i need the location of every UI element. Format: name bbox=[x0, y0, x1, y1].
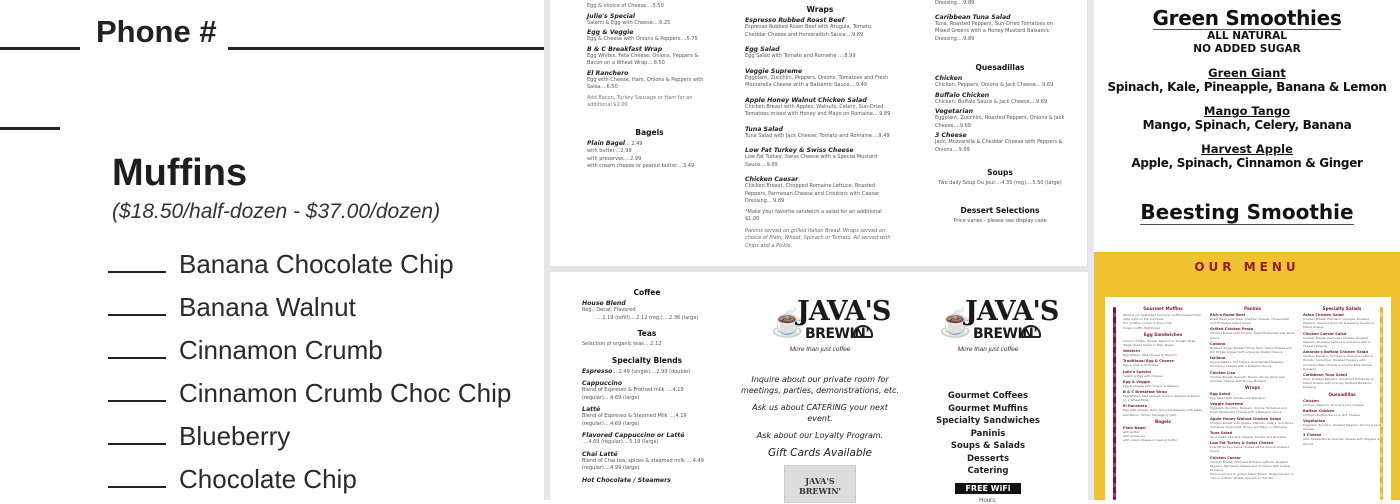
beesting-smoothie-title: Beesting Smoothie bbox=[1140, 200, 1354, 224]
menu-item-name: Chicken Caesar Salad bbox=[1303, 331, 1347, 336]
menu-item-desc: Chicken Breast with Apples, Walnuts, Celery, Sun-Dried Tomatoes mixed with Honey and Mayo on Romaine bbox=[1210, 420, 1294, 429]
menu-item-name: Vegetarian bbox=[1303, 419, 1326, 424]
menu-item-desc: Egg with Cheese, Ham, Onions & Peppers with Salsa....6.50 bbox=[587, 76, 704, 90]
our-menu-title: OUR MENU bbox=[1194, 260, 1300, 274]
menu-item-name: Cappuccino bbox=[582, 380, 623, 387]
section-header: Paninis bbox=[1243, 306, 1262, 311]
soups-desc: Two daily Soup Du Jour....4.35 (reg)....5.50 (large) bbox=[938, 180, 1062, 186]
menu-item-desc: Salami & Egg with Cheese bbox=[1123, 373, 1163, 378]
logo-tagline: More than just coffee bbox=[957, 346, 1019, 353]
menu-item-desc: Blend of Espresso & Steamed Milk ....4.19 (regular)....4.69 (large) bbox=[582, 413, 687, 427]
menu-item-desc: Reg., Decaf, Flavored bbox=[582, 307, 636, 313]
section-header-coffee: Coffee bbox=[633, 288, 661, 297]
quantity-blank bbox=[108, 314, 166, 316]
muffin-icon bbox=[1021, 325, 1041, 338]
menu-item-desc: Chicken, Peppers, Onions & Jack Cheese bbox=[1303, 402, 1364, 407]
menu-item-name: Chicken bbox=[1303, 398, 1319, 403]
menu-item-prices: ....1.19 (refill)....2.12 (reg.)....2.36 (large) bbox=[596, 314, 699, 321]
service-item: Catering bbox=[967, 466, 1009, 476]
menu-item-name: Western bbox=[1123, 349, 1140, 354]
menu-item-desc: Eggplant, Zucchini, Roasted Peppers, Onions & Jack Cheese....9.69 bbox=[935, 115, 1065, 129]
menu-item-desc: Egg & choice of Cheese....5.50 bbox=[587, 3, 664, 9]
menu-item-name: El Ranchero bbox=[1123, 404, 1148, 409]
menu-column-breakfast bbox=[587, 0, 712, 171]
muffin-item bbox=[108, 365, 511, 408]
menu-item-desc: Egg & choice of Cheese bbox=[1123, 363, 1159, 368]
teas-desc: Selection of organic teas....2.12 bbox=[582, 341, 662, 347]
hours-label: Hours: bbox=[979, 497, 997, 504]
section-header-soups: Soups bbox=[987, 168, 1013, 177]
menu-item-desc: Egg Whites, Feta Cheese & Spinach bbox=[1123, 353, 1177, 358]
javas-brewin-logo bbox=[933, 288, 1059, 360]
our-menu-column bbox=[1123, 304, 1203, 442]
smoothies-title: Green Smoothies bbox=[1152, 6, 1342, 30]
name-blank-line bbox=[0, 47, 80, 50]
promo-loyalty: Ask about our Loyalty Program. bbox=[756, 431, 884, 440]
smoothie-ingredients: Mango, Spinach, Celery, Banana bbox=[1142, 118, 1352, 132]
menu-item-desc: ....2.49 (single)....2.99 (double) bbox=[612, 368, 691, 375]
phone-blank-line bbox=[228, 47, 546, 50]
smoothie-ingredients: Spinach, Kale, Pineapple, Banana & Lemon bbox=[1107, 80, 1387, 94]
menu-item-name: Caribbean Tuna Salad bbox=[935, 13, 1011, 21]
menu-item-desc: Eggplant, Zucchini, Peppers, Onions, Tomatoes and Fresh Mozzarella Cheese with a Balsamic Sauce....9.49 bbox=[745, 74, 889, 88]
section-header: Bagels bbox=[1155, 418, 1171, 424]
muffin-label: Blueberry bbox=[179, 421, 291, 451]
gift-cards-heading: Gift Cards Available bbox=[768, 447, 872, 459]
menu-item-desc: with cream cheese or peanut butter bbox=[1123, 438, 1178, 443]
coffee-cup-icon: ☕ bbox=[939, 307, 974, 338]
menu-item-desc: Low Fat Turkey, Swiss Cheese with a Special Mustard Sauce....9.89 bbox=[745, 154, 878, 168]
section-header: Egg Sandwiches bbox=[1143, 331, 1183, 337]
menu-item-desc: Chicken Breast, Mandarin Oranges, Roasted Peppers, Slivered Almonds & Sesame Seeds on Mixed Greens bbox=[1303, 317, 1374, 330]
coffee-cup-icon: ☕ bbox=[771, 307, 806, 338]
logo-text: BREWIN' bbox=[805, 326, 870, 342]
promo-column bbox=[740, 288, 900, 503]
menu-item-desc: Paninis served on grilled Italian Bread. Wraps served on choice of Plain, Wheat, Spinach or Tomato. bbox=[1210, 472, 1294, 481]
menu-item-desc: Blend of Espresso & Frothed milk ....4.19 (regular)....4.69 (large) bbox=[582, 387, 684, 401]
menu-item-name: Low Fat Turkey & Swiss Cheese bbox=[1210, 441, 1274, 446]
menu-item-desc: with butter bbox=[1123, 429, 1140, 434]
menu-item-desc: Eggplant, Zucchini, Roasted Peppers, Onions & Jack Cheese bbox=[1303, 423, 1381, 432]
menu-item-name: Chai Latté bbox=[582, 450, 618, 458]
logo-text: BREWIN' bbox=[973, 326, 1038, 342]
our-menu-flyer bbox=[1094, 252, 1400, 500]
muffin-item bbox=[108, 279, 511, 322]
menu-item-desc: Chicken Breast with Apples, Walnuts, Celery, Sun-Dried Tomatoes mixed with Honey and Mayo on Romaine....9.89 bbox=[745, 103, 891, 117]
section-header: Quesadillas bbox=[1328, 391, 1356, 397]
javas-brewin-logo bbox=[765, 288, 891, 360]
menu-item-desc: Blend of Chai tea, spices & steamed milk ....4.49 (regular)....4.99 (large) bbox=[582, 457, 704, 471]
muffin-item bbox=[108, 408, 511, 451]
menu-item-desc: Egg & Cheese with Onions & Peppers....5.75 bbox=[587, 36, 698, 42]
menu-item-desc: Egg with Cheese, Ham, Onions & Peppers with Salsa bbox=[1123, 408, 1202, 413]
smoothies-subtitle: ALL NATURAL bbox=[1207, 30, 1287, 42]
menu-item-name: Julie's Special bbox=[587, 12, 636, 20]
menu-item-desc: Tuna, Roasted Peppers, Sun-Dried Tomatoes on Mixed Greens with a Honey Mustard Balsamic Dressing bbox=[1303, 377, 1374, 390]
menu-item-name: Chicken bbox=[935, 75, 963, 82]
menu-item-name: Egg & Veggie bbox=[587, 29, 634, 36]
muffin-item bbox=[108, 451, 511, 494]
muffin-order-form bbox=[0, 0, 546, 500]
menu-item-desc: Our muffins contain 0 Trans Fats bbox=[1123, 321, 1172, 326]
menu-item-desc: ....4.69 (regular)....5.19 (large) bbox=[582, 439, 659, 445]
logo-text: JAVA'S bbox=[797, 296, 891, 327]
phone-label: Phone # bbox=[96, 14, 217, 49]
menu-column-coffee bbox=[582, 272, 712, 484]
green-smoothies-sign bbox=[1094, 0, 1400, 252]
menu-item-desc: Roasted Turkey Breast, Honey Ham, Swiss Cheese and Dill Pickles topped with a Special Mustard Sauce bbox=[1210, 345, 1292, 355]
smoothies-subtitle: NO ADDED SUGAR bbox=[1193, 43, 1301, 55]
logo-text: JAVA'S bbox=[965, 296, 1059, 327]
quantity-blank bbox=[108, 486, 166, 488]
menu-item-name: Plain Bagel bbox=[1123, 425, 1146, 430]
menu-item-name: Veggie Supreme bbox=[1210, 402, 1244, 407]
add-on-note: Add Bacon, Turkey Sausage or Ham for an additional $2.00 bbox=[587, 94, 693, 108]
menu-column-wraps bbox=[745, 0, 895, 250]
muffin-label: Cinnamon Crumb Choc Chip bbox=[179, 378, 512, 408]
menu-item-desc: Genoa Salami, Hot Capers, Roasted Red Peppers, Provolone Cheese with a Balsamic Sauce bbox=[1210, 360, 1285, 369]
service-item: Gourmet Coffees bbox=[947, 391, 1029, 401]
section-header-desserts: Dessert Selections bbox=[960, 205, 1040, 215]
menu-item-name: Latté bbox=[582, 406, 601, 413]
menu-item-desc: What is our specialty? Gourmet muffins baked fresh daily right on the premises bbox=[1123, 313, 1201, 322]
menu-item-desc: Jack, Mozzarella & Cheddar Cheese with Peppers & Onions bbox=[1303, 437, 1380, 446]
menu-item-desc: Tuna Salad with Jack Cheese, Tomato and Romaine bbox=[1210, 435, 1287, 440]
menu-item-desc: with butter....2.99 bbox=[587, 148, 632, 154]
menu-item-desc: Egg & Cheese with Onions & Peppers bbox=[1123, 383, 1179, 388]
menu-item-name: Hot Chocolate / Steamers bbox=[582, 476, 671, 484]
menu-item-desc: Salami & Egg with Cheese....6.25 bbox=[587, 19, 671, 26]
menu-item-name: Apple Honey Walnut Chicken Salad bbox=[745, 96, 867, 104]
menu-item-desc: Choice of Plain, Wheat, Spinach or Tomato Wrap, Italian Panini bread or Plain Bagel bbox=[1123, 338, 1197, 348]
menu-item-name: Rich's Roast Beef bbox=[1210, 313, 1246, 317]
section-header: Gourmet Muffins bbox=[1143, 306, 1183, 311]
menu-item-name: Veggie Supreme bbox=[745, 67, 803, 75]
muffin-label: Cinnamon Crumb bbox=[179, 335, 383, 365]
blank-line bbox=[0, 127, 60, 130]
muffin-item bbox=[108, 236, 511, 279]
menu-item-name: El Ranchero bbox=[587, 69, 629, 77]
menu-item-desc: Chicken, Buffalo Sauce & Jack Cheese....9.69 bbox=[935, 98, 1048, 105]
menu-item-name: Egg Salad bbox=[1210, 392, 1231, 397]
menu-item-desc: Tuna, Roasted Peppers, Sun-Dried Tomatoes on Mixed Greens with a Honey Mustard Balsamic Dressing....9.89 bbox=[935, 20, 1053, 42]
footer-note: Paninis served on grilled Italian Bread. Wraps served on choice of Plain, Wheat, Spinach or Tomato. All served with Chips and a Pickle. bbox=[745, 227, 891, 249]
menu-item-name: Chicken Caesar bbox=[745, 176, 799, 183]
menu-item-desc: Egg Whites, Feta Cheese, Onions, Peppers & Bacon on a Wheat Wrap....6.50 bbox=[587, 52, 699, 66]
menu-item-desc: Add Bacon, Turkey Sausage or Ham bbox=[1123, 412, 1177, 417]
our-menu-column bbox=[1210, 304, 1295, 481]
menu-item-name: Egg Salad bbox=[745, 46, 780, 53]
menu-item-name: House Blend bbox=[582, 300, 626, 307]
menu-item-desc: Roast Beef, Cole Slaw, Cheddar Cheese, Horseradish and Thousand Island Sauce bbox=[1210, 317, 1290, 326]
menu-item-name: Asian Chicken Salad bbox=[1303, 313, 1344, 317]
menu-item-name: Chicken Caesar bbox=[1210, 455, 1241, 460]
menu-item-name: Buffalo Chicken bbox=[1303, 408, 1335, 413]
menu-item-desc: Single muffin Half-Dozen bbox=[1123, 325, 1161, 330]
menu-item-name: 3 Cheese bbox=[935, 132, 967, 139]
menu-item-name: Flavored Cappuccino or Latté bbox=[582, 432, 685, 439]
menu-item-desc: Eggplant, Zucchini, Peppers, Onions, Tomatoes and Fresh Mozzarella Cheese with a Balsamic Sauce bbox=[1210, 406, 1288, 415]
menu-item-desc: Chicken Breast, Parmesan Cheese, Roasted Peppers, Romaine Lettuce & Croutons with a Caesar Dressing bbox=[1303, 335, 1371, 349]
menu-item-name: Amanda's Buffalo Chicken Salad bbox=[1303, 350, 1368, 355]
menu-item-desc: Tuna Salad with Jack Cheese, Tomato and Romaine....9.49 bbox=[745, 132, 890, 139]
our-menu-column bbox=[1303, 304, 1381, 446]
muffin-icon bbox=[853, 325, 873, 338]
menu-item-desc: Chicken, Peppers, Onions & Jack Cheese....9.69 bbox=[935, 82, 1054, 88]
menu-item-name: Low Fat Turkey & Swiss Cheese bbox=[745, 147, 854, 154]
section-header: Specialty Salads bbox=[1322, 306, 1362, 311]
menu-item-desc: Chicken, Buffalo Sauce & Jack Cheese bbox=[1303, 412, 1360, 417]
service-item: Desserts bbox=[966, 453, 1010, 464]
free-wifi-badge: FREE WiFi bbox=[955, 483, 1020, 494]
menu-item-name: Egg & Veggie bbox=[1123, 379, 1151, 384]
menu-item-desc: Low Fat Turkey, Swiss Cheese with a Special Mustard Sauce bbox=[1210, 445, 1290, 454]
service-item: Gourmet Muffins bbox=[948, 403, 1028, 414]
section-header-wraps: Wraps bbox=[806, 5, 834, 14]
logo-tagline: More than just coffee bbox=[789, 346, 851, 353]
dessert-desc: Price varies - please see display case bbox=[953, 217, 1047, 224]
muffins-pricing: ($18.50/half-dozen - $37.00/dozen) bbox=[112, 200, 441, 223]
section-header-teas: Teas bbox=[637, 329, 657, 338]
services-column bbox=[923, 288, 1059, 504]
section-header-bagels: Bagels bbox=[635, 127, 664, 137]
gift-card-image: JAVA'S BREWIN' bbox=[784, 465, 856, 503]
wavy-border-left bbox=[1113, 307, 1116, 500]
menu-item-name: Vegetarian bbox=[935, 108, 974, 115]
quantity-blank bbox=[108, 400, 166, 402]
smoothie-ingredients: Apple, Spinach, Cinnamon & Ginger bbox=[1131, 156, 1363, 170]
menu-item-name: B & C Breakfast Wrap bbox=[587, 45, 663, 53]
quantity-blank bbox=[108, 271, 166, 273]
menu-item-name: Cubano bbox=[1210, 341, 1226, 346]
menu-page-food bbox=[550, 0, 1088, 266]
menu-item-name: Espresso Rubbed Roast Beef bbox=[745, 17, 845, 24]
quantity-blank bbox=[108, 357, 166, 359]
menu-item-desc: Dressing....9.89 bbox=[935, 0, 975, 6]
menu-item-desc: Jack, Mozzarella & Cheddar Cheese with Peppers & Onions....9.69 bbox=[935, 139, 1063, 153]
menu-item-name: Caribbean Tuna Salad bbox=[1303, 373, 1347, 378]
menu-item-name: Chicken Lisa bbox=[1210, 370, 1236, 375]
menu-item-name: Traditional Egg & Cheese bbox=[1123, 359, 1174, 364]
menu-item-desc: Egg Salad with Tomato and Romaine ....8.99 bbox=[745, 53, 856, 59]
smoothie-name: Green Giant bbox=[1208, 66, 1286, 80]
menu-item-desc: Chicken Breast in Hot Sauce, Romaine Lettuce, Tomato, Cucumber, Roasted Peppers with Crumbled Bleu Cheese & Chunky Blue Cheese Dressing bbox=[1303, 354, 1374, 371]
menu-item-name: 3 Cheese bbox=[1303, 433, 1322, 438]
quantity-blank bbox=[108, 443, 166, 445]
menu-item-name: Italiano bbox=[1210, 356, 1226, 361]
service-item: Specialty Sandwiches bbox=[936, 416, 1040, 426]
service-item: Soups & Salads bbox=[950, 441, 1026, 451]
section-header-specialty: Specialty Blends bbox=[611, 355, 683, 365]
menu-item-name: Plain Bagel bbox=[587, 139, 625, 147]
muffin-label: Chocolate Chip bbox=[179, 464, 357, 494]
menu-item-name: Apple Honey Walnut Chicken Salad bbox=[1210, 416, 1281, 421]
menu-item-desc: Chicken Breast, Spinach, Bacon, Sliced Apple and Cheddar Cheese with Honey Mustard bbox=[1210, 374, 1285, 383]
smoothie-name: Harvest Apple bbox=[1201, 142, 1293, 156]
section-header-quesadillas: Quesadillas bbox=[975, 63, 1025, 72]
menu-item-desc: Chicken Breast, Chopped Romaine Lettuce, Roasted Peppers, Parmesan Cheese and Croutons with Caesar Dressing bbox=[1210, 459, 1291, 473]
menu-item-desc: Chicken Breast with Tomato, Fresh Mozzarella with Pesto Sauce bbox=[1210, 331, 1295, 340]
our-menu-sheet bbox=[1105, 297, 1391, 500]
promo-catering: Ask us about CATERING your next event. bbox=[752, 403, 888, 423]
menu-item-desc: Egg Whites, Feta Cheese, Onions, Peppers & Bacon on a Wheat Wrap bbox=[1123, 394, 1201, 403]
service-item: Paninis bbox=[970, 428, 1006, 439]
muffin-list bbox=[108, 236, 511, 494]
muffin-label: Banana Chocolate Chip bbox=[179, 249, 454, 279]
menu-item-name: B & C Breakfast Wrap bbox=[1123, 390, 1167, 395]
menu-item-desc: with preserves bbox=[1123, 434, 1146, 439]
muffin-item bbox=[108, 322, 511, 365]
promo-private-room: Inquire about our private room for meetings, parties, demonstrations, etc. bbox=[740, 375, 900, 395]
menu-item-desc: with preserves....2.99 bbox=[587, 155, 642, 162]
menu-item-name: Grilled Chicken Pesto bbox=[1210, 327, 1254, 332]
smoothie-name: Mango Tango bbox=[1204, 104, 1290, 118]
menu-item-desc: with cream cheese or peanut butter....3.49 bbox=[587, 163, 695, 169]
menu-page-coffee bbox=[550, 272, 1088, 504]
menu-item-desc: Egg Salad with Tomato and Romaine bbox=[1210, 396, 1265, 401]
section-header: Wraps bbox=[1245, 385, 1260, 391]
menu-item-name: Buffalo Chicken bbox=[935, 91, 990, 99]
menu-item-name: Espresso bbox=[582, 367, 613, 375]
muffins-title: Muffins bbox=[112, 152, 248, 194]
menu-item-name: Tuna Salad bbox=[745, 125, 783, 133]
menu-item-desc: Espresso Rubbed Roast Beef with Arugula, Tomato, Cheddar Cheese and Horseradish Sauce....9.89 bbox=[745, 24, 873, 38]
muffin-label: Banana Walnut bbox=[179, 292, 356, 322]
salad-note: *Make your favorite sandwich a salad for an additional $1.00 bbox=[745, 208, 882, 222]
menu-item-name: Tuna Salad bbox=[1210, 431, 1233, 436]
menu-item-name: Julie's Special bbox=[1123, 369, 1151, 374]
menu-item-price: ....2.49 bbox=[624, 140, 643, 147]
menu-column-salads bbox=[935, 0, 1065, 225]
menu-item-desc: Chicken Breast, Chopped Romaine Lettuce, Roasted Peppers, Parmesan Cheese and Croutons with Caesar Dressing....9.89 bbox=[745, 183, 880, 204]
